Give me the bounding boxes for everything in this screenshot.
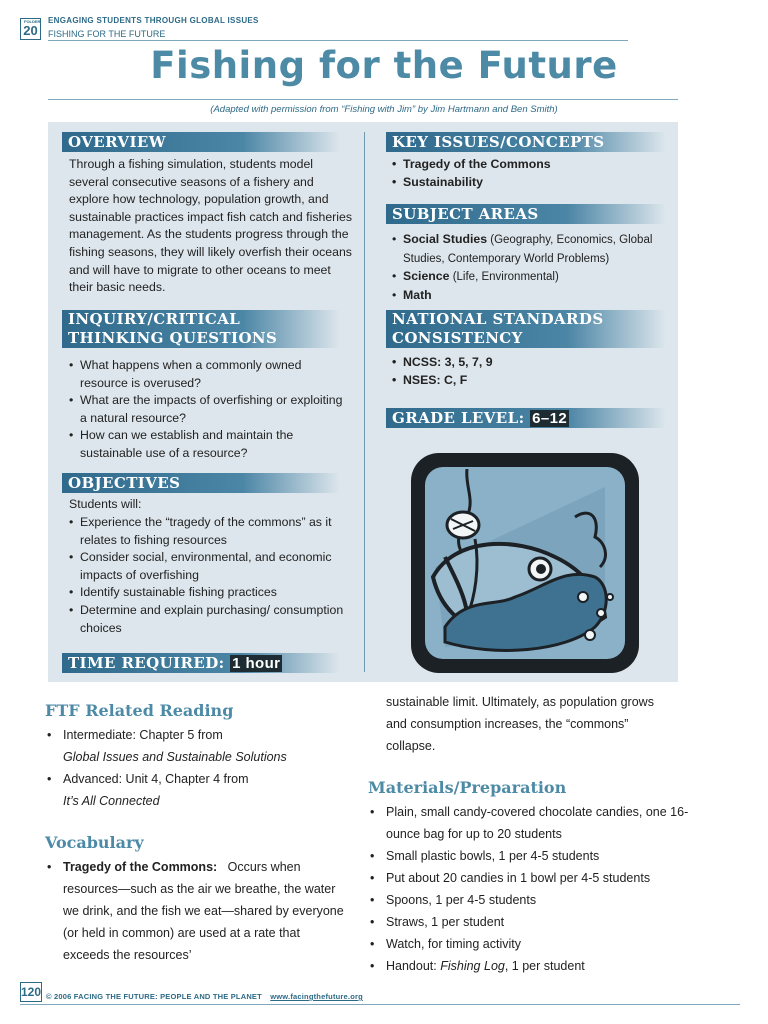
chapter-name: FISHING FOR THE FUTURE	[48, 29, 166, 39]
panel-divider	[364, 132, 365, 672]
book-title: Global Issues and Sustainable Solutions	[63, 750, 287, 764]
objectives-heading: OBJECTIVES	[62, 473, 340, 493]
list-item: • Put about 20 candies in 1 bowl per 4-5 students	[368, 867, 698, 889]
time-required-label: TIME REQUIRED:	[68, 654, 225, 672]
overview-heading: OVERVIEW	[62, 132, 340, 152]
grade-level-label: GRADE LEVEL:	[392, 409, 525, 427]
list-item	[45, 724, 355, 768]
subject-name: Math	[403, 287, 432, 302]
inquiry-heading-line2: THINKING QUESTIONS	[68, 329, 278, 347]
list-item: • Watch, for timing activity	[368, 933, 698, 955]
fish-hook-illustration	[405, 447, 645, 679]
list-item	[392, 268, 667, 287]
list-item	[45, 768, 355, 812]
time-required-value: 1 hour	[232, 655, 281, 672]
subject-areas-heading: SUBJECT AREAS	[386, 204, 666, 224]
footer-text	[46, 992, 363, 1001]
list-item: • Plain, small candy-covered chocolate candies, one 16-ounce bag for up to 20 students	[368, 801, 698, 845]
subject-name: Social Studies	[403, 232, 488, 246]
subject-areas-list	[392, 231, 667, 304]
list-item: • Identify sustainable fishing practices	[69, 584, 344, 602]
materials-list	[368, 801, 698, 977]
vocabulary-definition: Occurs when resources—such as the air we breathe, the water we drink, and the fish we eat—shared by everyone (or held in common) are used at a rate that exceeds the resources’	[63, 860, 344, 962]
standards-list	[392, 354, 662, 389]
list-item: • Small plastic bowls, 1 per 4-5 students	[368, 845, 698, 867]
overview-text: Through a fishing simulation, students model several consecutive seasons of a fishery and explore how technology, population growth, and sustainable practices impact fish catch and fisheries management. As the students progress through the fishing seasons, they will likely overfish their oceans and will have to migrate to other oceans to meet their basic needs.	[69, 157, 352, 295]
handout-lead: Handout:	[386, 959, 441, 973]
list-item: • NCSS: 3, 5, 7, 9	[392, 354, 662, 372]
footer-divider	[20, 1004, 740, 1005]
standards-heading-line1: NATIONAL STANDARDS	[392, 310, 604, 328]
objectives-intro: Students will:	[69, 497, 142, 511]
reading-level: • Advanced: Unit 4, Chapter 4 from	[63, 772, 249, 786]
objectives-list	[69, 514, 344, 637]
book-title: It’s All Connected	[63, 794, 160, 808]
list-item	[368, 955, 698, 977]
vocabulary-heading: Vocabulary	[45, 833, 144, 852]
section-tag: FOLDER	[24, 19, 41, 24]
related-reading-list	[45, 724, 355, 812]
page-number: 120	[20, 982, 42, 1002]
continued-text: sustainable limit. Ultimately, as population grows and consumption increases, the “commons” collapse.	[386, 695, 654, 753]
vocabulary-item	[45, 856, 345, 966]
time-required-heading	[62, 653, 340, 673]
list-item: • NSES: C, F	[392, 372, 662, 390]
list-item: • Tragedy of the Commons	[392, 156, 662, 174]
list-item	[392, 287, 667, 305]
section-number: 20	[23, 23, 38, 38]
vocabulary-term: Tragedy of the Commons:	[63, 860, 218, 874]
list-item	[392, 231, 667, 268]
materials-heading: Materials/Preparation	[368, 778, 567, 797]
list-item: • Determine and explain purchasing/ consumption choices	[69, 602, 344, 637]
vocabulary-list	[45, 856, 345, 966]
subject-detail: (Geography, Economics, Global Studies, Contemporary World Problems)	[403, 234, 653, 265]
standards-heading	[386, 310, 666, 348]
inquiry-list	[69, 357, 344, 463]
list-item: • What are the impacts of overfishing or exploiting a natural resource?	[69, 392, 344, 427]
subject-name: Science	[403, 269, 450, 284]
header-divider	[48, 40, 628, 41]
website-link[interactable]: www.facingthefuture.org	[270, 992, 363, 1001]
grade-level-heading	[386, 408, 666, 428]
related-reading-heading: FTF Related Reading	[45, 701, 234, 720]
handout-rest: , 1 per student	[504, 959, 585, 973]
section-number-box	[20, 18, 41, 40]
page-title: Fishing for the Future	[150, 44, 618, 87]
list-item: • Sustainability	[392, 174, 662, 192]
copyright: © 2006 FACING THE FUTURE: PEOPLE AND THE PLANET	[46, 992, 262, 1001]
list-item: • What happens when a commonly owned resource is overused?	[69, 357, 344, 392]
credit-line: (Adapted with permission from “Fishing with Jim” by Jim Hartmann and Ben Smith)	[210, 104, 558, 115]
key-issues-list	[392, 156, 662, 191]
reading-level: • Intermediate: Chapter 5 from	[63, 728, 223, 742]
list-item: • Straws, 1 per student	[368, 911, 698, 933]
list-item: • Consider social, environmental, and economic impacts of overfishing	[69, 549, 344, 584]
grade-level-value: 6–12	[532, 410, 568, 427]
inquiry-heading-line1: INQUIRY/CRITICAL	[68, 310, 241, 328]
inquiry-heading	[62, 310, 340, 348]
list-item: • Spoons, 1 per 4-5 students	[368, 889, 698, 911]
title-divider	[48, 99, 678, 100]
standards-heading-line2: CONSISTENCY	[392, 329, 523, 347]
subject-detail: (Life, Environmental)	[449, 271, 559, 284]
list-item: • Experience the “tragedy of the commons” as it relates to fishing resources	[69, 514, 344, 549]
series-name: ENGAGING STUDENTS THROUGH GLOBAL ISSUES	[48, 16, 259, 25]
key-issues-heading: KEY ISSUES/CONCEPTS	[386, 132, 666, 152]
handout-title: Fishing Log	[440, 959, 505, 973]
list-item: • How can we establish and maintain the sustainable use of a resource?	[69, 427, 344, 462]
